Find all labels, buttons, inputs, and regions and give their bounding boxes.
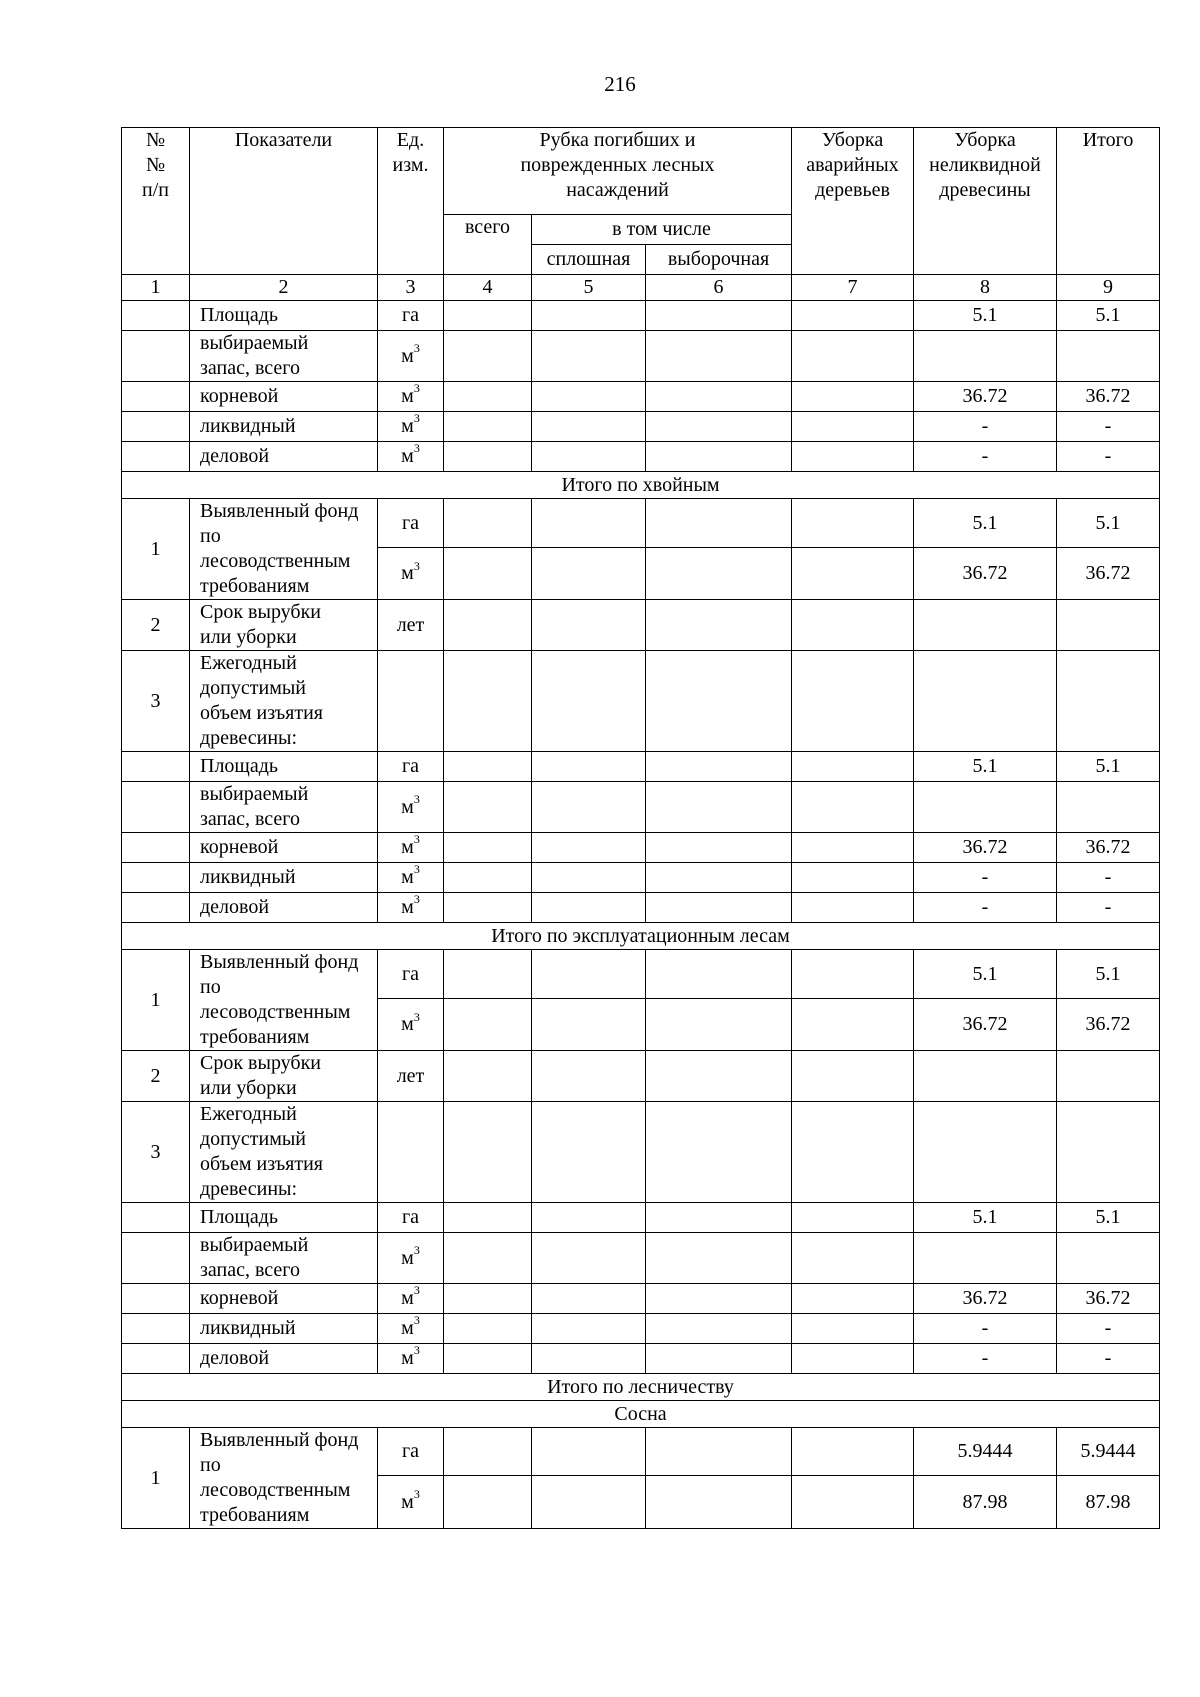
table-row [122,1051,1160,1102]
value-cell: - [1057,1344,1160,1374]
value-cell: - [914,412,1057,442]
col-index: 2 [190,275,378,301]
unit-cell: га [378,499,444,548]
row-label: ликвидный [190,1314,378,1344]
value-cell: - [914,893,1057,923]
row-label: Площадь [190,301,378,331]
value-cell: - [1057,442,1160,472]
col-index: 4 [444,275,532,301]
section-title-exploitation-forests: Итого по эксплуатационным лесам [122,923,1160,950]
row-label: выбираемый запас, всего [190,331,378,382]
unit-cell: $м^3$ [378,893,444,923]
value-cell: 87.98 [1057,1476,1160,1529]
col-index: 3 [378,275,444,301]
value-cell: 5.1 [914,752,1057,782]
unit-cell: $м^3$ [378,382,444,412]
table-row [122,331,1160,382]
header-indicators: Показатели [190,128,378,275]
forest-felling-table [121,127,1160,1529]
value-cell: 5.1 [1057,1203,1160,1233]
value-cell: - [914,1344,1057,1374]
table-row [122,1428,1160,1476]
table-row [122,651,1160,752]
unit-cell: $м^3$ [378,548,444,600]
header-selective: выборочная [646,245,792,275]
header-felling-dead: Рубка погибших и поврежденных лесных насаждений [444,128,792,215]
col-index: 8 [914,275,1057,301]
value-cell: 36.72 [914,382,1057,412]
value-cell: - [1057,893,1160,923]
header-clear-cut: сплошная [532,245,646,275]
table-row [122,412,1160,442]
table-row [122,1233,1160,1284]
header-unit: Ед. изм. [378,128,444,275]
value-cell: 5.1 [1057,950,1160,999]
table-row [122,833,1160,863]
table-row [122,442,1160,472]
row-label: Выявленный фонд по лесоводственным требованиям [190,499,378,600]
row-number: 3 [122,651,190,752]
table-row [122,752,1160,782]
unit-cell: га [378,1203,444,1233]
value-cell: 36.72 [914,548,1057,600]
unit-cell: $м^3$ [378,1284,444,1314]
value-cell: 5.1 [914,1203,1057,1233]
row-number: 2 [122,600,190,651]
value-cell: - [914,1314,1057,1344]
row-label: Выявленный фонд по лесоводственным требованиям [190,950,378,1051]
row-label: Срок вырубки или уборки [190,600,378,651]
header-illiquid-wood: Уборка неликвидной древесины [914,128,1057,275]
row-label: деловой [190,1344,378,1374]
header-total: Итого [1057,128,1160,275]
value-cell: 5.9444 [914,1428,1057,1476]
section-title-pine: Сосна [122,1401,1160,1428]
row-label: корневой [190,1284,378,1314]
row-number: 1 [122,499,190,600]
table-row [122,301,1160,331]
unit-cell: га [378,950,444,999]
table-row [122,782,1160,833]
header-row-number: № № п/п [122,128,190,275]
table-row [122,1203,1160,1233]
row-label: деловой [190,893,378,923]
col-index: 9 [1057,275,1160,301]
value-cell: 36.72 [1057,548,1160,600]
section-title-conifers: Итого по хвойным [122,472,1160,499]
unit-cell: га [378,301,444,331]
table-row [122,1314,1160,1344]
value-cell: 36.72 [914,833,1057,863]
header-emergency-trees: Уборка аварийных деревьев [792,128,914,275]
row-label: Ежегодный допустимый объем изъятия древесины: [190,1102,378,1203]
unit-cell: $м^3$ [378,833,444,863]
table-row [122,382,1160,412]
unit-cell: $м^3$ [378,863,444,893]
row-number: 3 [122,1102,190,1203]
table-row [122,893,1160,923]
table-row [122,1102,1160,1203]
table-row [122,1284,1160,1314]
col-index: 7 [792,275,914,301]
unit-cell: га [378,1428,444,1476]
unit-cell: $м^3$ [378,1314,444,1344]
value-cell: - [1057,1314,1160,1344]
header-all: всего [444,215,532,275]
row-number: 2 [122,1051,190,1102]
row-label: выбираемый запас, всего [190,782,378,833]
value-cell: 5.1 [1057,752,1160,782]
value-cell: 36.72 [914,999,1057,1051]
value-cell: 5.1 [914,950,1057,999]
value-cell: 5.1 [1057,301,1160,331]
row-label: корневой [190,833,378,863]
row-label: ликвидный [190,863,378,893]
table-row [122,600,1160,651]
row-number: 1 [122,1428,190,1529]
value-cell: 36.72 [1057,999,1160,1051]
value-cell: 36.72 [1057,382,1160,412]
unit-cell: $м^3$ [378,412,444,442]
value-cell: - [914,442,1057,472]
header-including: в том числе [532,215,792,245]
row-number: 1 [122,950,190,1051]
value-cell: - [914,863,1057,893]
unit-cell: $м^3$ [378,1476,444,1529]
unit-cell: $м^3$ [378,1344,444,1374]
table-row [122,1344,1160,1374]
value-cell: 5.9444 [1057,1428,1160,1476]
value-cell: - [1057,863,1160,893]
value-cell: 36.72 [1057,833,1160,863]
row-label: Площадь [190,752,378,782]
unit-cell: лет [378,600,444,651]
row-label: Ежегодный допустимый объем изъятия древесины: [190,651,378,752]
value-cell: 5.1 [914,499,1057,548]
row-label: ликвидный [190,412,378,442]
value-cell: 87.98 [914,1476,1057,1529]
col-index: 5 [532,275,646,301]
value-cell: 36.72 [1057,1284,1160,1314]
row-label: деловой [190,442,378,472]
col-index: 1 [122,275,190,301]
unit-cell: $м^3$ [378,1233,444,1284]
section-title-forestry: Итого по лесничеству [122,1374,1160,1401]
unit-cell: $м^3$ [378,999,444,1051]
value-cell: 5.1 [914,301,1057,331]
row-label: корневой [190,382,378,412]
row-label: Срок вырубки или уборки [190,1051,378,1102]
value-cell: 5.1 [1057,499,1160,548]
table-row [122,950,1160,999]
page-number: 216 [604,72,636,96]
row-label: Площадь [190,1203,378,1233]
col-index: 6 [646,275,792,301]
table-row [122,499,1160,548]
unit-cell: $м^3$ [378,782,444,833]
value-cell: - [1057,412,1160,442]
unit-cell: $м^3$ [378,442,444,472]
unit-cell: лет [378,1051,444,1102]
row-label: выбираемый запас, всего [190,1233,378,1284]
value-cell: 36.72 [914,1284,1057,1314]
table-row [122,863,1160,893]
unit-cell: га [378,752,444,782]
unit-cell: $м^3$ [378,331,444,382]
row-label: Выявленный фонд по лесоводственным требованиям [190,1428,378,1529]
